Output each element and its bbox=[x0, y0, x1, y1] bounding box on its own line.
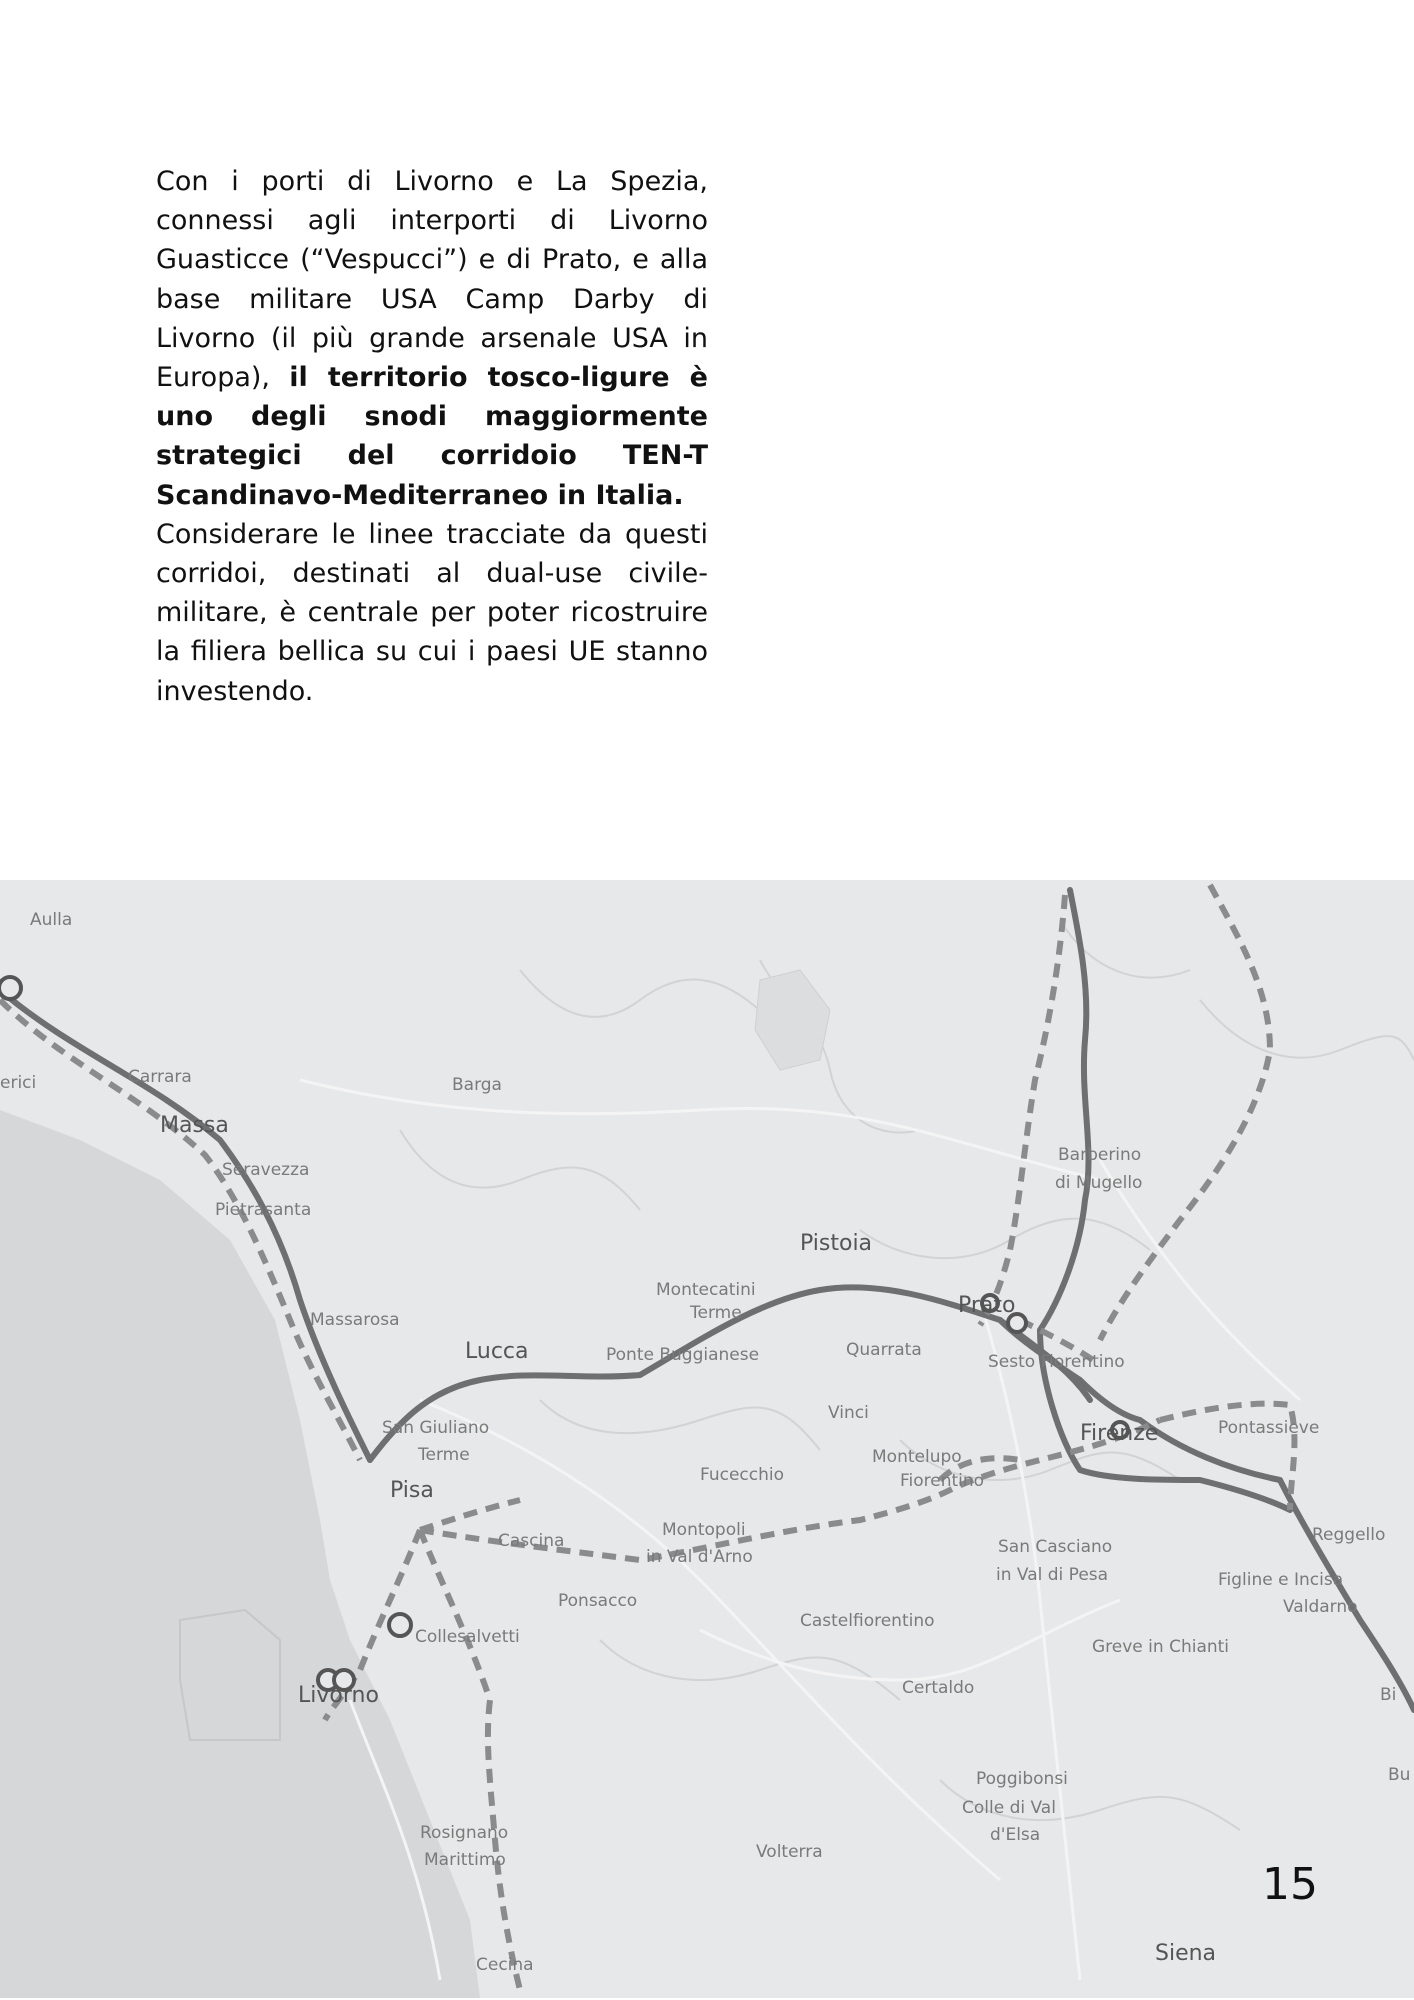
label-montopoli-1: Montopoli bbox=[662, 1520, 746, 1540]
intro-second-paragraph: Considerare le linee tracciate da questi corridoi, destinati al dual-use civile-militare, è centrale per poter ricostruire la filiera bellica su cui i paesi UE stanno investendo. bbox=[156, 518, 708, 707]
label-massarosa: Massarosa bbox=[310, 1310, 400, 1330]
label-barberino-1: Barberino bbox=[1058, 1145, 1142, 1165]
label-certaldo: Certaldo bbox=[902, 1678, 975, 1698]
label-bu: Bu bbox=[1388, 1765, 1411, 1785]
label-colle-1: Colle di Val bbox=[962, 1798, 1056, 1818]
intro-lead-text: Con i porti di Livorno e La Spezia, connessi agli interporti di Livorno Guasticce (“Vespucci”) e di Prato, e alla base militare USA Camp Darby di Livorno (il più grande arsenale USA in Europa), bbox=[156, 166, 708, 394]
label-barga: Barga bbox=[452, 1075, 502, 1095]
label-cascina: Cascina bbox=[498, 1531, 565, 1551]
station-marker-aulla bbox=[0, 977, 21, 999]
label-montelupo-2: Fiorentino bbox=[900, 1471, 985, 1491]
label-san-casciano-2: in Val di Pesa bbox=[996, 1565, 1109, 1585]
label-aulla: Aulla bbox=[30, 910, 73, 930]
label-greve: Greve in Chianti bbox=[1092, 1637, 1230, 1657]
label-figline-1: Figline e Incisa bbox=[1218, 1570, 1344, 1590]
label-poggibonsi: Poggibonsi bbox=[976, 1769, 1068, 1789]
label-quarrata: Quarrata bbox=[846, 1340, 922, 1360]
label-san-casciano-1: San Casciano bbox=[998, 1537, 1113, 1557]
intro-bold-statement: il territorio tosco-ligure è uno degli snodi maggiormente strategici del corridoio TEN-T Scandinavo-Mediterraneo in Italia. bbox=[156, 362, 708, 511]
label-pontassieve: Pontassieve bbox=[1218, 1418, 1320, 1438]
label-reggello: Reggello bbox=[1312, 1525, 1386, 1545]
label-pietrasanta: Pietrasanta bbox=[215, 1200, 312, 1220]
label-figline-2: Valdarno bbox=[1283, 1597, 1358, 1617]
label-montopoli-2: in Val d'Arno bbox=[646, 1547, 753, 1567]
label-colle-2: d'Elsa bbox=[990, 1825, 1041, 1845]
station-marker-collesalvetti bbox=[389, 1614, 411, 1636]
label-lucca: Lucca bbox=[465, 1339, 529, 1364]
label-montecatini-1: Montecatini bbox=[656, 1280, 756, 1300]
lake-shape bbox=[755, 970, 830, 1070]
label-volterra: Volterra bbox=[756, 1842, 823, 1862]
label-ponsacco: Ponsacco bbox=[558, 1591, 638, 1611]
label-ponte-buggianese: Ponte Buggianese bbox=[606, 1345, 760, 1365]
label-bi: Bi bbox=[1380, 1685, 1397, 1705]
railway-corridor-map bbox=[0, 880, 1414, 1998]
label-firenze: Firenze bbox=[1080, 1421, 1159, 1446]
label-castelfiorentino: Castelfiorentino bbox=[800, 1611, 935, 1631]
label-massa: Massa bbox=[160, 1113, 229, 1138]
intro-paragraph bbox=[156, 162, 708, 711]
label-barberino-2: di Mugello bbox=[1055, 1173, 1143, 1193]
label-carrara: Carrara bbox=[128, 1067, 192, 1087]
label-seravezza: Seravezza bbox=[222, 1160, 310, 1180]
label-montelupo-1: Montelupo bbox=[872, 1447, 962, 1467]
label-livorno: Livorno bbox=[298, 1683, 379, 1708]
label-vinci: Vinci bbox=[828, 1403, 869, 1423]
label-pisa: Pisa bbox=[390, 1478, 434, 1503]
label-erici: erici bbox=[0, 1073, 37, 1093]
label-montecatini-2: Terme bbox=[690, 1303, 742, 1323]
label-fucecchio: Fucecchio bbox=[700, 1465, 785, 1485]
label-sesto: Sesto Fiorentino bbox=[988, 1352, 1125, 1372]
label-rosignano-2: Marittimo bbox=[424, 1850, 506, 1870]
map-graphic bbox=[0, 880, 1414, 1998]
label-rosignano-1: Rosignano bbox=[420, 1823, 509, 1843]
label-san-giuliano-2: Terme bbox=[418, 1445, 470, 1465]
label-siena: Siena bbox=[1155, 1941, 1217, 1966]
label-pistoia: Pistoia bbox=[800, 1231, 873, 1256]
label-prato: Prato bbox=[958, 1293, 1016, 1318]
label-san-giuliano-1: San Giuliano bbox=[382, 1418, 490, 1438]
page-number: 15 bbox=[1262, 1859, 1318, 1910]
label-cecina: Cecina bbox=[476, 1955, 534, 1975]
label-collesalvetti: Collesalvetti bbox=[415, 1627, 520, 1647]
